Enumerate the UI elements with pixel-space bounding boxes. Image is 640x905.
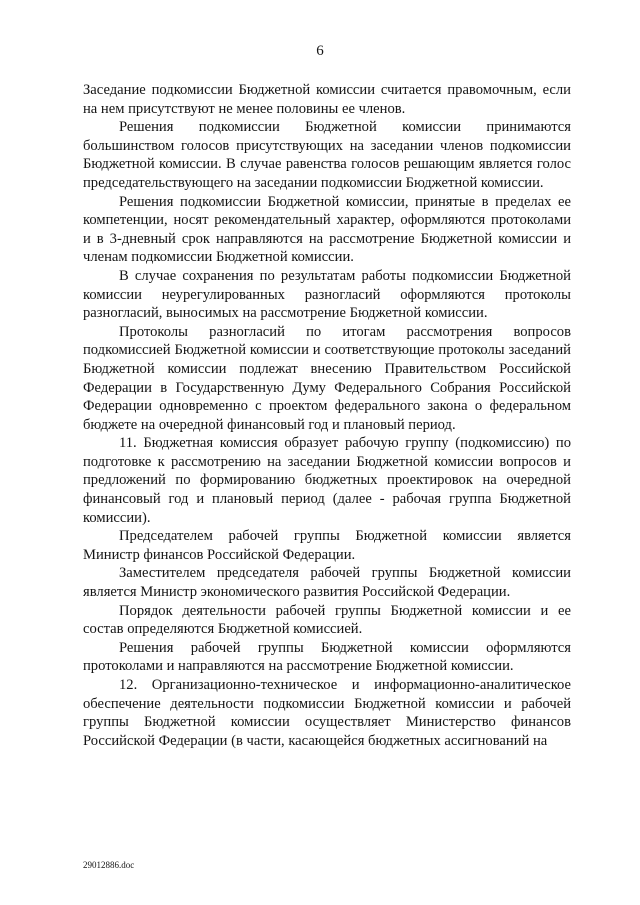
- paragraph-deputy-chairman: Заместителем председателя рабочей группы Бюджетной комиссии является Министр экономического развития Российской Федерации.: [83, 565, 571, 601]
- paragraph-decisions-advisory: Решения подкомиссии Бюджетной комиссии, принятые в пределах ее компетенции, носят рекомендательный характер, оформляются протоколами и в 3-дневный срок направляются на рассмотрение Бюджетной комиссии и членам подкомиссии Бюджетной комиссии.: [83, 193, 571, 266]
- document-body: [83, 81, 571, 750]
- paragraph-working-order: Порядок деятельности рабочей группы Бюджетной комиссии и ее состав определяются Бюджетной комиссией.: [83, 602, 571, 638]
- page-number: 6: [316, 43, 324, 59]
- paragraph-working-group-decisions: Решения рабочей группы Бюджетной комиссии оформляются протоколами и направляются на рассмотрение Бюджетной комиссии.: [83, 639, 571, 675]
- paragraph-chairman: Председателем рабочей группы Бюджетной комиссии является Министр финансов Российской Федерации.: [83, 528, 571, 563]
- paragraph-quorum: Заседание подкомиссии Бюджетной комиссии считается правомочным, если на нем присутствуют не менее половины ее членов.: [83, 82, 571, 117]
- paragraph-section-11: 11. Бюджетная комиссия образует рабочую группу (подкомиссию) по подготовке к рассмотрению на заседании Бюджетной комиссии вопросов и предложений по формированию бюджетных проектировок на очередной финансовый год и плановый период (далее - рабочая группа Бюджетной комиссии).: [83, 435, 571, 526]
- paragraph-disagreements: В случае сохранения по результатам работы подкомиссии Бюджетной комиссии неурегулированных разногласий оформляются протоколы разногласий, выносимых на рассмотрение Бюджетной комиссии.: [83, 267, 571, 322]
- paragraph-section-12: 12. Организационно-техническое и информационно-аналитическое обеспечение деятельности подкомиссии Бюджетной комиссии и рабочей группы Бюджетной комиссии осуществляет Министерство финансов Российской Федерации (в части, касающейся бюджетных ассигнований на: [83, 677, 571, 749]
- paragraph-disagreement-protocols: Протоколы разногласий по итогам рассмотрения вопросов подкомиссией Бюджетной комиссии и соответствующие протоколы заседаний Бюджетной комиссии подлежат внесению Правительством Российской Федерации в Государственную Думу Федерального Собрания Российской Федерации одновременно с проектом федерального закона о федеральном бюджете на очередной финансовый год и плановый период.: [83, 323, 571, 433]
- footer-filename: 29012886.doc: [83, 860, 135, 870]
- paragraph-decisions-majority: Решения подкомиссии Бюджетной комиссии принимаются большинством голосов присутствующих на заседании членов подкомиссии Бюджетной комиссии. В случае равенства голосов решающим является голос председательствующего на заседании подкомиссии Бюджетной комиссии.: [83, 119, 571, 191]
